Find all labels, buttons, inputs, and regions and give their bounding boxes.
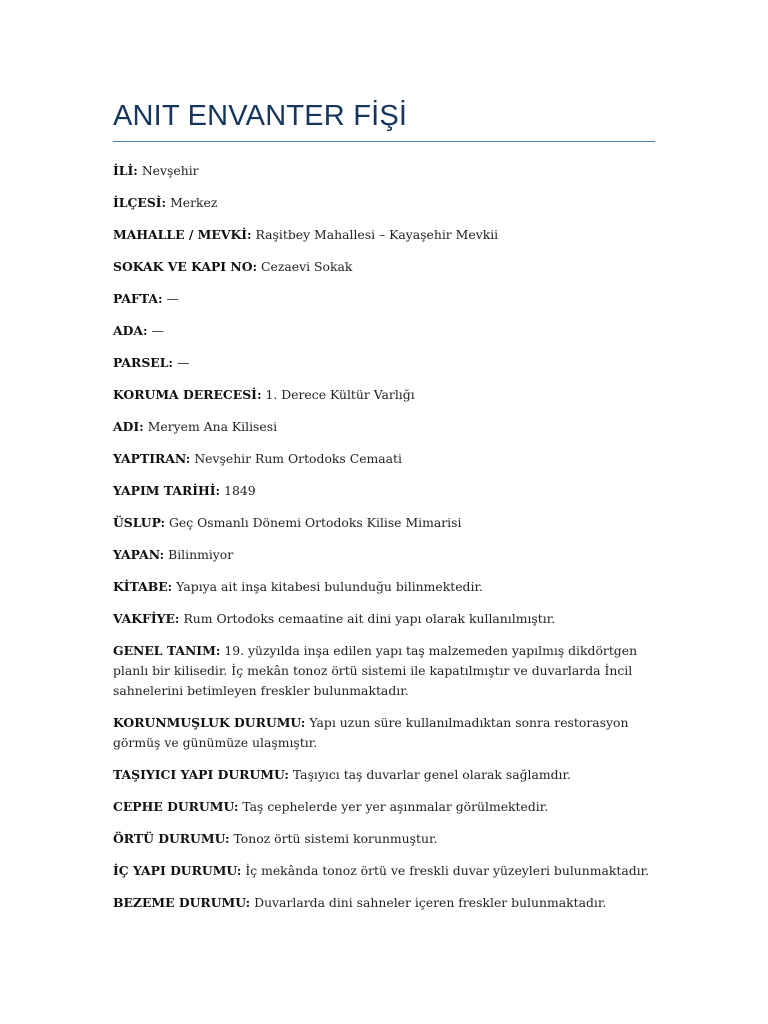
field-cephe-durumu (113, 797, 655, 817)
field-label: İLÇESİ: (113, 195, 167, 210)
field-pafta (113, 289, 655, 309)
field-value: İç mekânda tonoz örtü ve freskli duvar yüzeyleri bulunmaktadır. (245, 863, 650, 878)
field-label: KİTABE: (113, 579, 173, 594)
field-il (113, 161, 655, 181)
field-yaptiran (113, 449, 655, 469)
field-genel-tanim (113, 641, 655, 701)
field-label: İÇ YAPI DURUMU: (113, 863, 242, 878)
field-label: VAKFİYE: (113, 611, 180, 626)
field-uslup (113, 513, 655, 533)
field-value: Yapı uzun süre kullanılmadıktan sonra restorasyon görmüş ve günümüze ulaşmıştır. (113, 715, 629, 750)
field-label: YAPIM TARİHİ: (113, 483, 221, 498)
field-koruma-derecesi (113, 385, 655, 405)
field-value: Meryem Ana Kilisesi (147, 419, 278, 434)
field-label: KORUMA DERECESİ: (113, 387, 262, 402)
field-value: Nevşehir (141, 163, 199, 178)
field-yapim-tarihi (113, 481, 655, 501)
field-label: İLİ: (113, 163, 138, 178)
field-value: Tonoz örtü sistemi korunmuştur. (233, 831, 438, 846)
field-label: PARSEL: (113, 355, 174, 370)
field-value: 1. Derece Kültür Varlığı (265, 387, 415, 402)
field-value: 19. yüzyılda inşa edilen yapı taş malzemeden yapılmış dikdörtgen planlı bir kilisedir. İç mekân tonoz örtü sistemi ile kapatılmıştır ve duvarlarda İncil sahnelerini betimleyen freskler bulunmaktadır. (113, 643, 638, 698)
field-value: 1849 (224, 483, 256, 498)
field-label: PAFTA: (113, 291, 163, 306)
field-value: Nevşehir Rum Ortodoks Cemaati (194, 451, 402, 466)
field-label: YAPAN: (113, 547, 165, 562)
document-page (113, 96, 655, 925)
field-label: YAPTIRAN: (113, 451, 191, 466)
field-label: BEZEME DURUMU: (113, 895, 251, 910)
field-bezeme-durumu (113, 893, 655, 913)
field-kitabe (113, 577, 655, 597)
field-ic-yapi-durumu (113, 861, 655, 881)
field-value: — (151, 323, 164, 338)
field-korunmusluk-durumu (113, 713, 655, 753)
field-value: — (166, 291, 179, 306)
field-label: ADI: (113, 419, 144, 434)
field-label: CEPHE DURUMU: (113, 799, 239, 814)
field-value: Yapıya ait inşa kitabesi bulunduğu bilinmektedir. (176, 579, 483, 594)
field-value: Merkez (170, 195, 218, 210)
field-label: GENEL TANIM: (113, 643, 221, 658)
field-label: KORUNMUŞLUK DURUMU: (113, 715, 306, 730)
field-parsel (113, 353, 655, 373)
field-label: MAHALLE / MEVKİ: (113, 227, 252, 242)
field-value: Duvarlarda dini sahneler içeren freskler bulunmaktadır. (254, 895, 607, 910)
field-ortu-durumu (113, 829, 655, 849)
field-mahalle-mevki (113, 225, 655, 245)
field-value: Rum Ortodoks cemaatine ait dini yapı olarak kullanılmıştır. (183, 611, 556, 626)
field-ada (113, 321, 655, 341)
field-tasiyici-yapi-durumu (113, 765, 655, 785)
field-value: Taşıyıcı taş duvarlar genel olarak sağlamdır. (292, 767, 572, 782)
field-label: ÖRTÜ DURUMU: (113, 831, 230, 846)
field-label: TAŞIYICI YAPI DURUMU: (113, 767, 289, 782)
field-value: Bilinmiyor (168, 547, 234, 562)
field-ilce (113, 193, 655, 213)
field-label: ADA: (113, 323, 148, 338)
field-value: Geç Osmanlı Dönemi Ortodoks Kilise Mimarisi (169, 515, 462, 530)
inventory-fields (113, 161, 655, 913)
document-title: ANIT ENVANTER FİŞİ (113, 96, 655, 142)
field-adi (113, 417, 655, 437)
field-label: SOKAK VE KAPI NO: (113, 259, 258, 274)
field-value: Cezaevi Sokak (261, 259, 353, 274)
field-yapan (113, 545, 655, 565)
field-sokak-kapi-no (113, 257, 655, 277)
field-value: Raşitbey Mahallesi – Kayaşehir Mevkii (255, 227, 499, 242)
field-vakfiye (113, 609, 655, 629)
field-value: Taş cephelerde yer yer aşınmalar görülmektedir. (242, 799, 549, 814)
field-label: ÜSLUP: (113, 515, 166, 530)
field-value: — (176, 355, 190, 370)
